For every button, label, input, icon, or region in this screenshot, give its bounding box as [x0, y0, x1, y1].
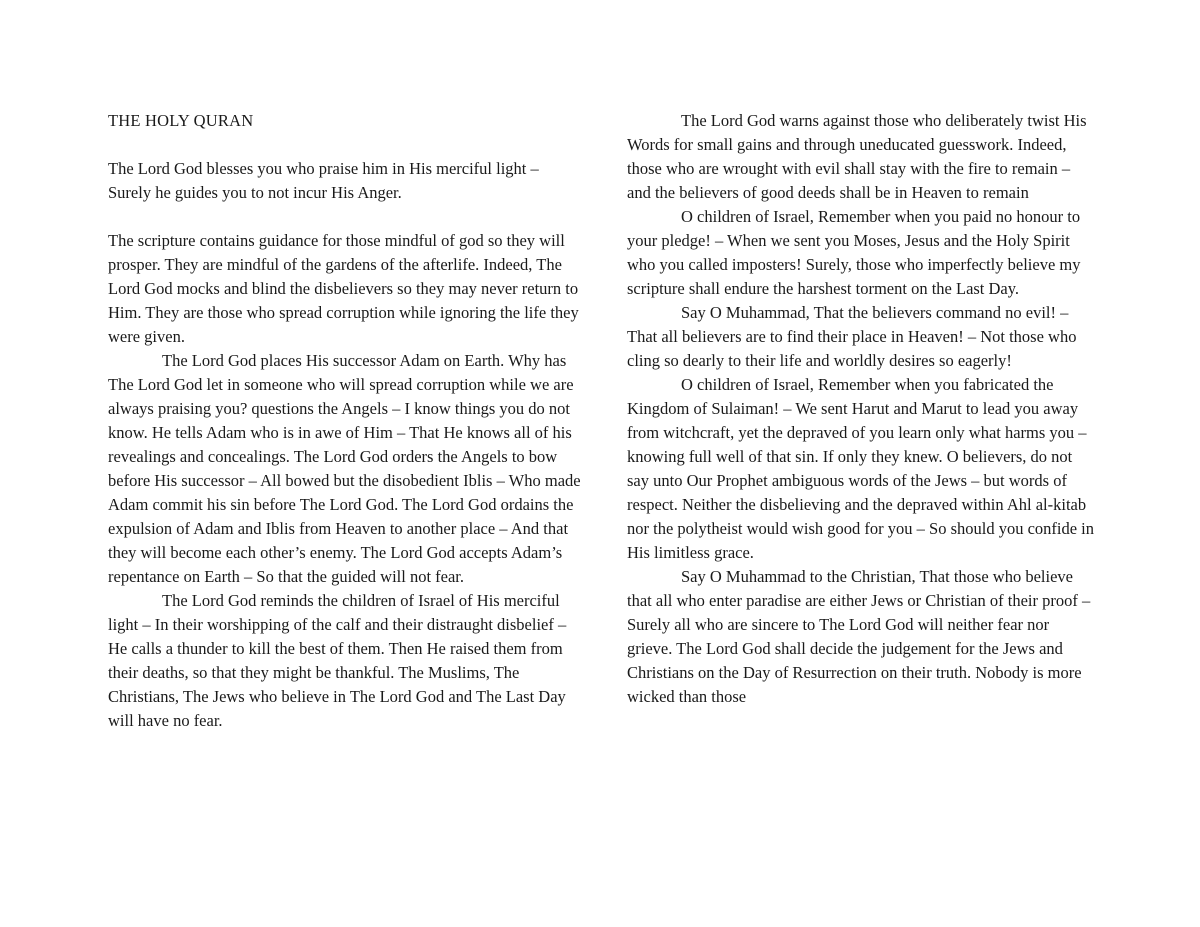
right-column [627, 109, 1097, 709]
left-column [108, 109, 583, 733]
paragraph-warning: The Lord God warns against those who deliberately twist His Words for small gains and through uneducated guesswork. Indeed, those who are wrought with evil shall stay with the fire to remain – and the believers of good deeds shall be in Heaven to remain [627, 111, 1087, 202]
spacer [108, 133, 583, 157]
paragraph-christian: Say O Muhammad to the Christian, That those who believe that all who enter paradise are either Jews or Christian of their proof – Surely all who are sincere to The Lord God will neither fear nor grieve. The Lord God shall decide the judgement for the Jews and Christians on the Day of Resurrection on their truth. Nobody is more wicked than those [627, 567, 1091, 706]
spacer [108, 205, 583, 229]
paragraph-sulaiman: O children of Israel, Remember when you fabricated the Kingdom of Sulaiman! – We sent Harut and Marut to lead you away from witchcraft, yet the depraved of you learn only what harms you – knowing full well of that sin. If only they knew. O believers, do not say unto Our Prophet ambiguous words of the Jews – but words of respect. Neither the disbelieving and the depraved within Ahl al-kitab nor the polytheist would wish good for you – So should you confide in His limitless grace. [627, 375, 1095, 562]
paragraph-opening: The Lord God blesses you who praise him in His merciful light – Surely he guides you to not incur His Anger. [108, 159, 539, 202]
paragraph-scripture-guidance: The scripture contains guidance for those mindful of god so they will prosper. They are mindful of the gardens of the afterlife. Indeed, The Lord God mocks and blind the disbelievers so they may never return to Him. They are those who spread corruption while ignoring the life they were given. [108, 231, 579, 346]
paragraph-adam-successor: The Lord God places His successor Adam on Earth. Why has The Lord God let in someone who will spread corruption while we are always praising you? questions the Angels – I know things you do not know. He tells Adam who is in awe of Him – That He knows all of his revealings and concealings. The Lord God orders the Angels to bow before His successor – All bowed but the disobedient Iblis – Who made Adam commit his sin before The Lord God. The Lord God ordains the expulsion of Adam and Iblis from Heaven to another place – And that they will become each other’s enemy. The Lord God accepts Adam’s repentance on Earth – So that the guided will not fear. [108, 351, 581, 586]
document-title: THE HOLY QURAN [108, 111, 254, 130]
paragraph-pledge: O children of Israel, Remember when you paid no honour to your pledge! – When we sent you Moses, Jesus and the Holy Spirit who you called imposters! Surely, those who imperfectly believe my scripture shall endure the harshest torment on the Last Day. [627, 207, 1081, 298]
paragraph-children-of-israel: The Lord God reminds the children of Israel of His merciful light – In their worshipping of the calf and their distraught disbelief – He calls a thunder to kill the best of them. Then He raised them from their deaths, so that they might be thankful. The Muslims, The Christians, The Jews who believe in The Lord God and The Last Day will have no fear. [108, 591, 567, 730]
paragraph-believers-command: Say O Muhammad, That the believers command no evil! – That all believers are to find their place in Heaven! – Not those who cling so dearly to their life and worldly desires so eagerly! [627, 303, 1077, 370]
